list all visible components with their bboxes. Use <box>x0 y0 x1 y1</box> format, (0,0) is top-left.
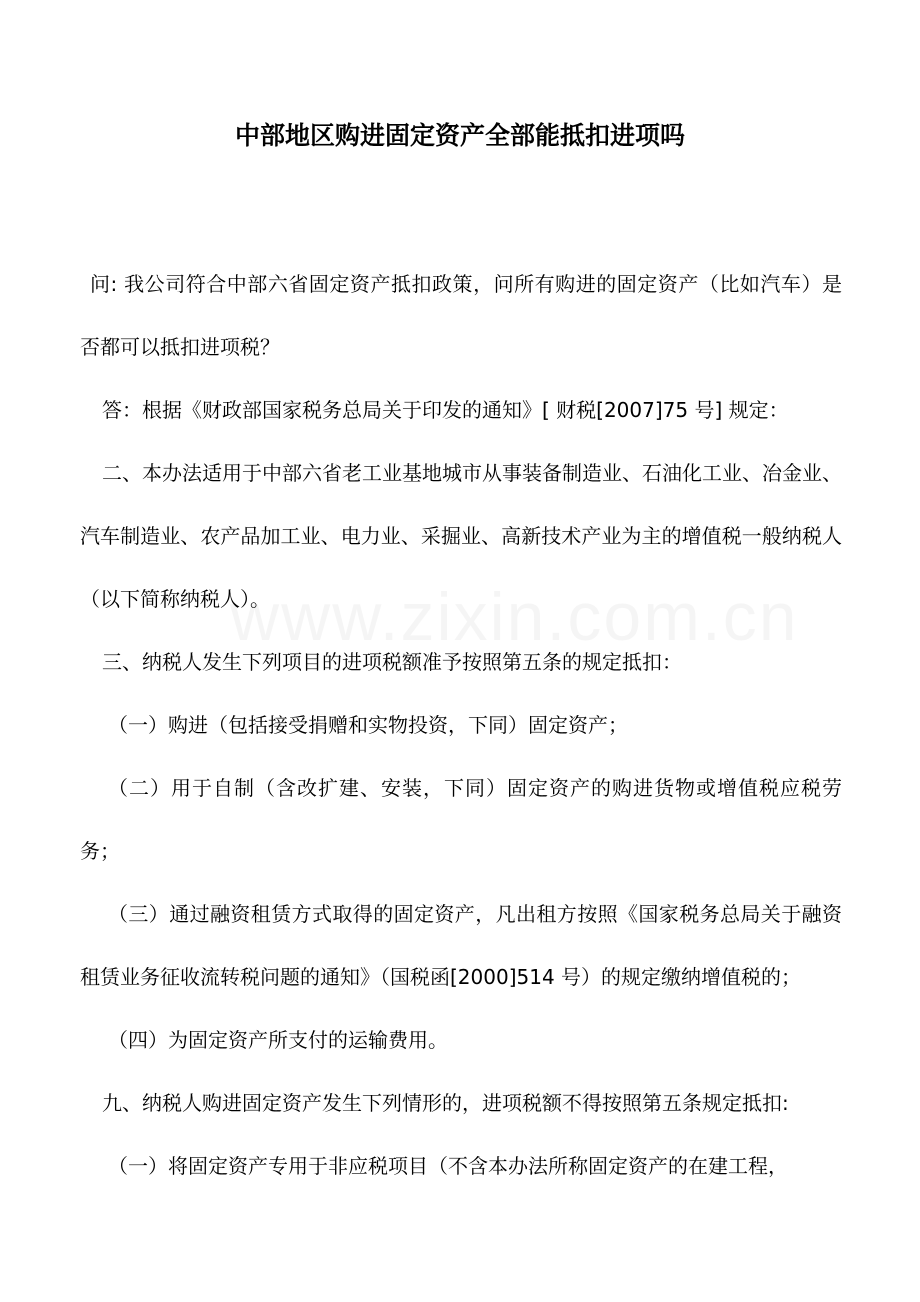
question-paragraph: 问: 我公司符合中部六省固定资产抵扣政策，问所有购进的固定资产（比如汽车）是否都可以抵扣进项税？ <box>80 272 842 359</box>
article-3-item-1: （一）购进（包括接受捐赠和实物投资，下同）固定资产； <box>108 713 628 737</box>
article-3-paragraph: 三、纳税人发生下列项目的进项税额准予按照第五条的规定抵扣： <box>102 650 682 674</box>
article-3-item-3: （三）通过融资租赁方式取得的固定资产，凡出租方按照《国家税务总局关于融资租赁业务征收流转税问题的通知》（国税函[2000]514 号）的规定缴纳增值税的； <box>80 902 842 989</box>
document-body <box>80 253 842 1198</box>
article-9-item-1: （一）将固定资产专用于非应税项目（不含本办法所称固定资产的在建工程， <box>108 1154 788 1178</box>
article-2-paragraph: 二、本办法适用于中部六省老工业基地城市从事装备制造业、石油化工业、冶金业、汽车制造业、农产品加工业、电力业、采掘业、高新技术产业为主的增值税一般纳税人（以下简称纳税人）。 <box>80 461 842 611</box>
document-title: 中部地区购进固定资产全部能抵扣进项吗 <box>234 121 685 150</box>
article-3-item-2: （二）用于自制（含改扩建、安装，下同）固定资产的购进货物或增值税应税劳务； <box>80 776 842 863</box>
answer-paragraph: 答：根据《财政部国家税务总局关于印发的通知》[ 财税[2007]75 号] 规定： <box>102 398 789 422</box>
article-9-paragraph: 九、纳税人购进固定资产发生下列情形的，进项税额不得按照第五条规定抵扣: <box>102 1091 789 1115</box>
article-3-item-4: （四）为固定资产所支付的运输费用。 <box>108 1028 448 1052</box>
